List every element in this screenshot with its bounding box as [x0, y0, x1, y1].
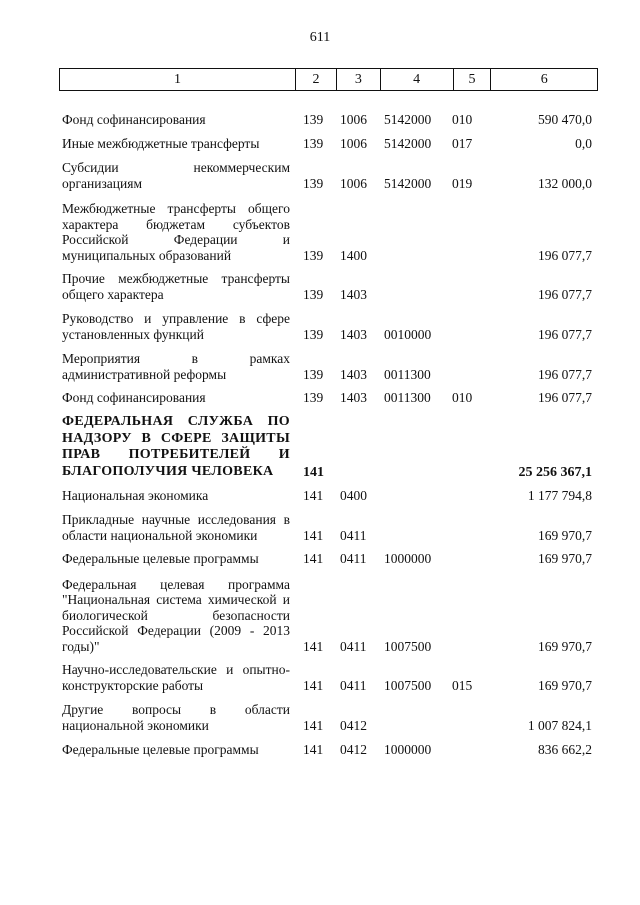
row-ministry-code: 139	[303, 175, 324, 191]
row-ministry-code: 141	[303, 677, 324, 693]
table-row	[0, 350, 640, 382]
row-amount: 169 970,7	[538, 527, 592, 543]
row-expense-type: 010	[452, 389, 473, 405]
table-row	[0, 159, 640, 191]
row-amount: 169 970,7	[538, 638, 592, 654]
header-col-3: 3	[336, 69, 380, 90]
table-row	[0, 487, 640, 503]
row-amount: 196 077,7	[538, 366, 592, 382]
table-row-agency	[0, 414, 640, 480]
row-article-code: 0011300	[384, 389, 431, 405]
row-amount: 132 000,0	[538, 175, 592, 191]
row-ministry-code: 141	[303, 638, 324, 654]
row-amount: 196 077,7	[538, 247, 592, 263]
row-section-code: 1400	[340, 247, 367, 263]
row-amount: 169 970,7	[538, 677, 592, 693]
row-name: Федеральные целевые программы	[62, 741, 259, 757]
row-expense-type: 010	[452, 111, 473, 127]
row-ministry-code: 139	[303, 389, 324, 405]
row-name: Фонд софинансирования	[62, 389, 206, 405]
row-name: ФЕДЕРАЛЬНАЯ СЛУЖБА ПО НАДЗОРУ В СФЕРЕ ЗАЩИТЫ ПРАВ ПОТРЕБИТЕЛЕЙ И БЛАГОПОЛУЧИЯ ЧЕЛОВЕКА	[62, 414, 290, 479]
row-section-code: 0412	[340, 717, 367, 733]
row-name: Фонд софинансирования	[62, 111, 206, 127]
row-name: Межбюджетные трансферты общего характера бюджетам субъектов Российской Федерации и муниципальных образований	[62, 201, 290, 263]
row-name: Научно-исследовательские и опытно-конструкторские работы	[62, 662, 290, 693]
row-section-code: 1403	[340, 326, 367, 342]
table-row	[0, 741, 640, 757]
header-col-1: 1	[174, 72, 182, 87]
table-row	[0, 511, 640, 543]
row-article-code: 0010000	[384, 326, 432, 342]
row-ministry-code: 139	[303, 247, 324, 263]
table-row	[0, 111, 640, 127]
row-section-code: 1403	[340, 366, 367, 382]
row-article-code: 5142000	[384, 135, 432, 151]
row-name: Иные межбюджетные трансферты	[62, 135, 260, 151]
row-article-code: 1000000	[384, 550, 432, 566]
row-ministry-code: 141	[303, 527, 324, 543]
row-name: Прочие межбюджетные трансферты общего характера	[62, 271, 290, 302]
row-article-code: 1007500	[384, 677, 432, 693]
row-name: Субсидии некоммерческим организациям	[62, 160, 290, 191]
table-row	[0, 310, 640, 342]
row-section-code: 0400	[340, 487, 367, 503]
row-name: Мероприятия в рамках административной реформы	[62, 351, 290, 382]
row-name: Национальная экономика	[62, 487, 209, 503]
row-amount: 590 470,0	[538, 111, 592, 127]
table-row	[0, 270, 640, 302]
table-row	[0, 550, 640, 566]
row-section-code: 0411	[340, 550, 367, 566]
row-section-code: 1006	[340, 135, 367, 151]
header-col-6: 6	[490, 69, 597, 90]
row-ministry-code: 141	[303, 741, 324, 757]
row-name: Другие вопросы в области национальной экономики	[62, 702, 290, 733]
row-ministry-code: 141	[303, 550, 324, 566]
row-article-code: 1007500	[384, 638, 432, 654]
row-name: Руководство и управление в сфере установленных функций	[62, 311, 290, 342]
row-name: Прикладные научные исследования в области национальной экономики	[62, 512, 290, 543]
row-ministry-code: 141	[303, 487, 324, 503]
row-ministry-code: 141	[303, 464, 324, 480]
row-section-code: 1403	[340, 389, 367, 405]
table-row	[0, 389, 640, 405]
row-amount: 25 256 367,1	[518, 464, 592, 480]
row-amount: 196 077,7	[538, 286, 592, 302]
row-amount: 196 077,7	[538, 389, 592, 405]
row-name: Федеральные целевые программы	[62, 550, 259, 566]
row-article-code: 0011300	[384, 366, 431, 382]
row-expense-type: 017	[452, 135, 473, 151]
table-row	[0, 574, 640, 654]
row-expense-type: 015	[452, 677, 473, 693]
row-section-code: 0411	[340, 527, 367, 543]
table-row	[0, 135, 640, 151]
row-ministry-code: 139	[303, 286, 324, 302]
row-name: Федеральная целевая программа "Национальная система химической и биологической безопасности Российской Федерации (2009 - 2013 годы)"	[62, 576, 290, 654]
row-section-code: 1006	[340, 111, 367, 127]
row-article-code: 1000000	[384, 741, 432, 757]
row-ministry-code: 139	[303, 111, 324, 127]
row-amount: 169 970,7	[538, 550, 592, 566]
row-section-code: 0412	[340, 741, 367, 757]
row-expense-type: 019	[452, 175, 473, 191]
row-amount: 836 662,2	[538, 741, 592, 757]
row-section-code: 1403	[340, 286, 367, 302]
page-number: 611	[309, 30, 331, 45]
row-amount: 1 177 794,8	[527, 487, 592, 503]
row-article-code: 5142000	[384, 111, 432, 127]
row-ministry-code: 139	[303, 135, 324, 151]
row-amount: 196 077,7	[538, 326, 592, 342]
table-row	[0, 661, 640, 693]
table-row	[0, 701, 640, 733]
row-ministry-code: 139	[303, 366, 324, 382]
header-col-4: 4	[380, 69, 453, 90]
row-section-code: 1006	[340, 175, 367, 191]
row-amount: 0,0	[575, 135, 592, 151]
row-article-code: 5142000	[384, 175, 432, 191]
row-amount: 1 007 824,1	[527, 717, 592, 733]
table-row	[0, 199, 640, 263]
row-ministry-code: 141	[303, 717, 324, 733]
row-ministry-code: 139	[303, 326, 324, 342]
header-col-5: 5	[453, 69, 491, 90]
row-section-code: 0411	[340, 638, 367, 654]
row-section-code: 0411	[340, 677, 367, 693]
header-col-2: 2	[295, 69, 336, 90]
